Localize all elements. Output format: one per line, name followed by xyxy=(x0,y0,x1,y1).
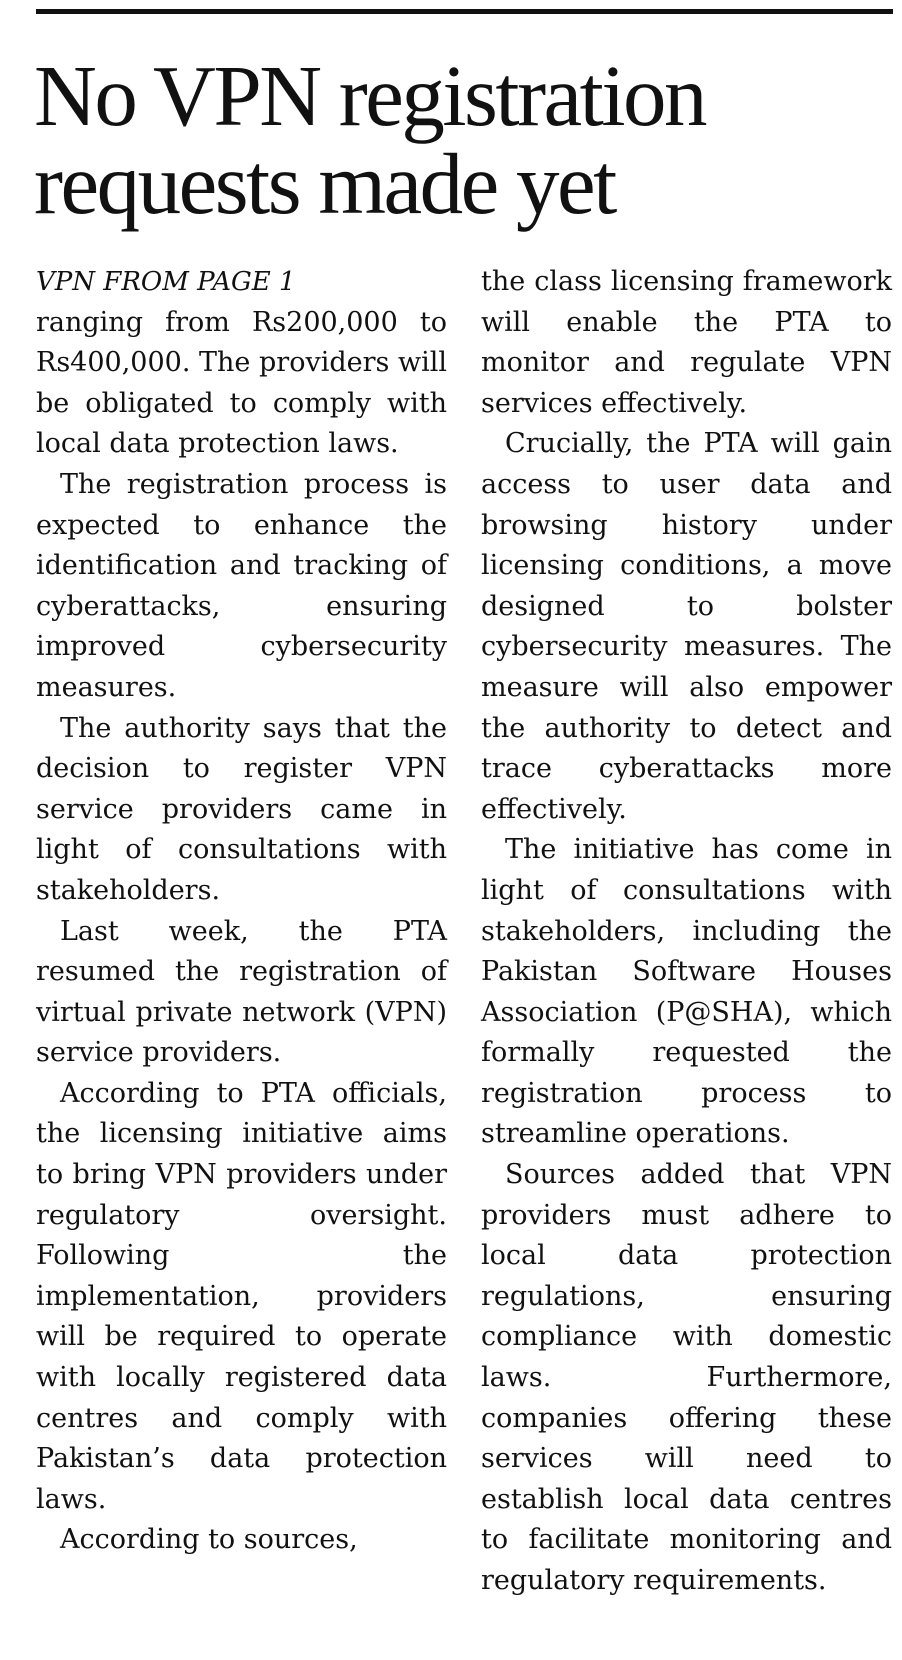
top-rule xyxy=(36,9,893,14)
paragraph: the class licensing framework will enable the PTA to monitor and regulate VPN services effectively. xyxy=(481,266,892,419)
paragraph: The authority says that the decision to register VPN service providers came in light of consultations with stakeholders. xyxy=(36,712,447,906)
paragraph: Last week, the PTA resumed the registration of virtual private network (VPN) service providers. xyxy=(36,915,447,1069)
paragraph: ranging from Rs200,000 to Rs400,000. The providers will be obligated to comply with local data protection laws. xyxy=(36,306,447,460)
column-2 xyxy=(481,262,892,1642)
paragraph: According to sources, xyxy=(60,1524,358,1556)
paragraph: According to PTA officials, the licensing initiative aims to bring VPN providers under regulatory oversight. Following the implementation, providers will be required to operate with locally registered data centres and comply with Pakistan’s data protection laws. xyxy=(36,1077,447,1515)
paragraph: The initiative has come in light of consultations with stakeholders, including the Pakistan Software Houses Association (P@SHA), which formally requested the registration process to streamline operations. xyxy=(481,834,892,1150)
column-1 xyxy=(36,262,447,1642)
paragraph: The registration process is expected to enhance the identification and tracking of cyberattacks, ensuring improved cybersecurity measures. xyxy=(36,468,447,703)
article-body xyxy=(36,262,892,1642)
headline: No VPN registration requests made yet xyxy=(34,47,706,232)
paragraph: Sources added that VPN providers must adhere to local data protection regulations, ensuring compliance with domestic laws. Furthermore, companies offering these services will need to establish local data centres to facilitate monitoring and regulatory requirements. xyxy=(481,1159,892,1596)
jump-line: VPN FROM PAGE 1 xyxy=(36,267,296,297)
paragraph: Crucially, the PTA will gain access to user data and browsing history under licensing conditions, a move designed to bolster cybersecurity measures. The measure will also empower the authority to detect and trace cyberattacks more effectively. xyxy=(481,428,892,825)
